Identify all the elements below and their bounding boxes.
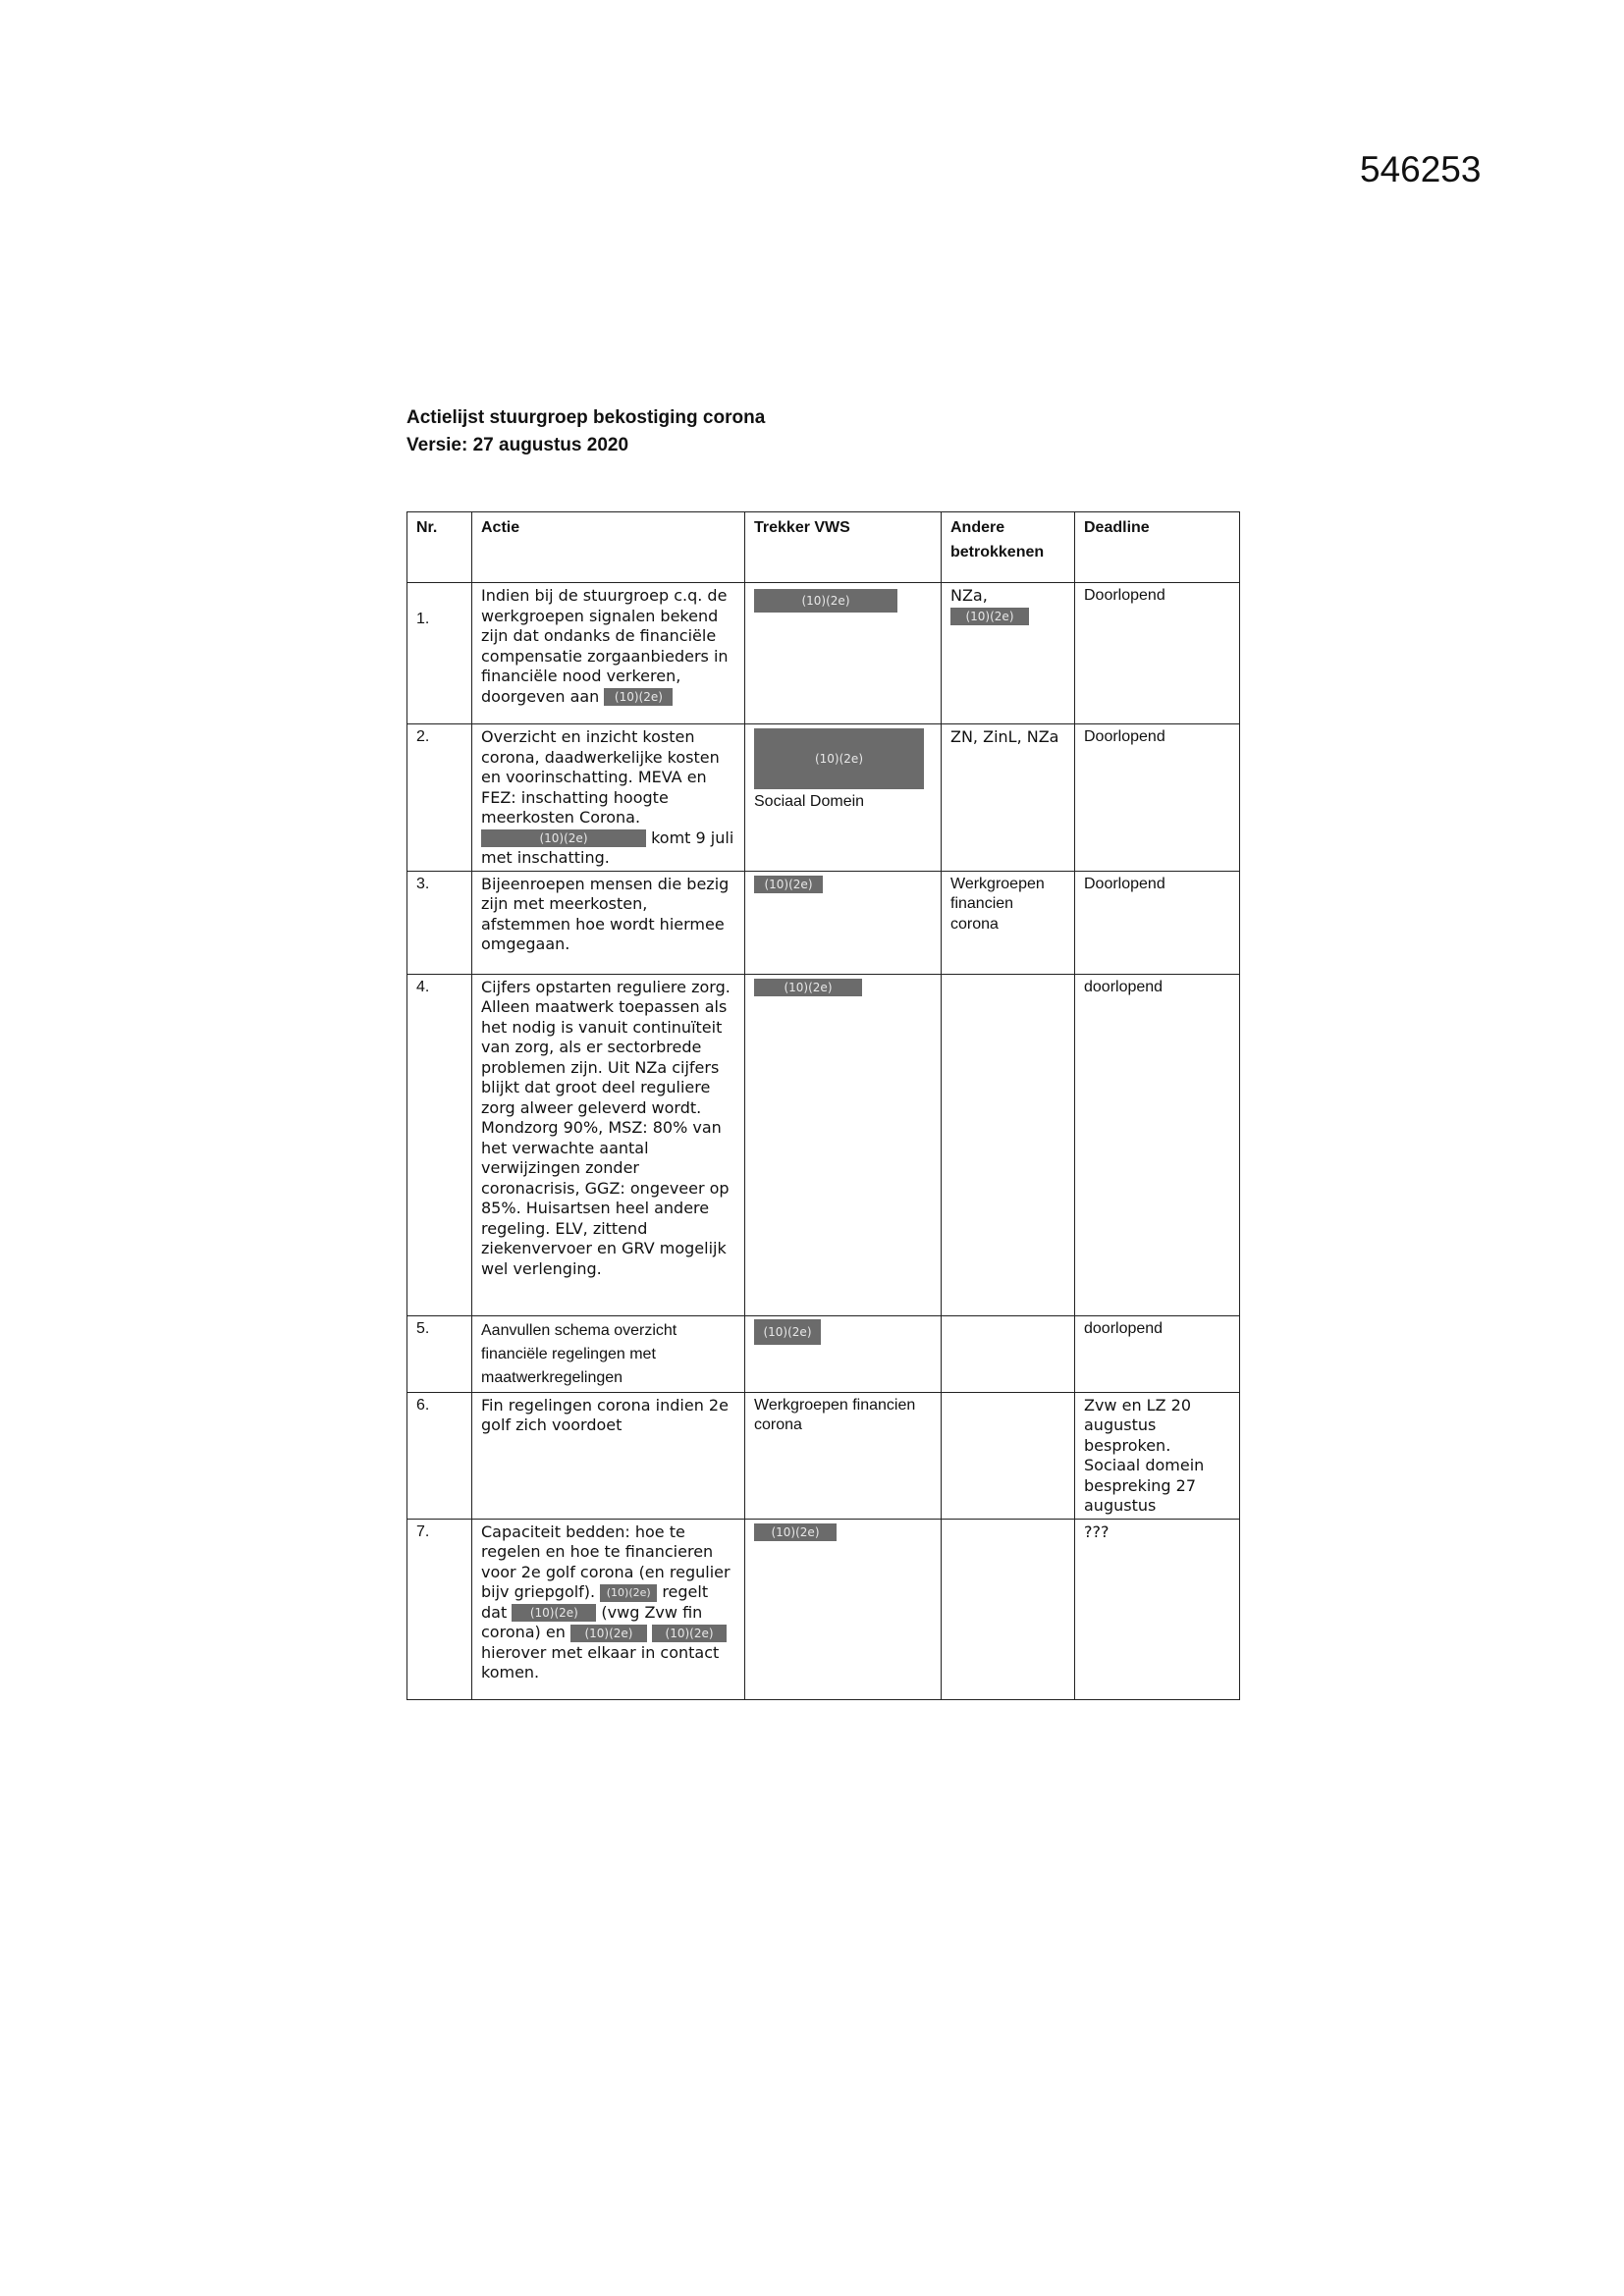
deadline-cell: Doorlopend: [1075, 724, 1240, 872]
row-number: 6.: [407, 1392, 472, 1519]
redaction-box: (10)(2e): [754, 979, 862, 996]
action-text: Overzicht en inzicht kosten corona, daadwerkelijke kosten en voorinschatting. MEVA en FEZ: inschatting hoogte meerkosten Corona.: [481, 727, 720, 827]
header-deadline: Deadline: [1075, 512, 1240, 583]
action-text: Capaciteit bedden: hoe te regelen en hoe te financieren voor 2e golf corona (en regulier bijv griepgolf).: [481, 1522, 731, 1601]
action-cell: Aanvullen schema overzicht financiële regelingen met maatwerkregelingen: [472, 1315, 745, 1392]
action-cell: Fin regelingen corona indien 2e golf zich voordoet: [472, 1392, 745, 1519]
table-row: [407, 1519, 1240, 1699]
redaction-box: (10)(2e): [481, 829, 646, 847]
table-row: [407, 724, 1240, 872]
row-number: 1.: [407, 583, 472, 724]
deadline-cell: Doorlopend: [1075, 871, 1240, 974]
header-actie: Actie: [472, 512, 745, 583]
deadline-cell: doorlopend: [1075, 1315, 1240, 1392]
redaction-box: (10)(2e): [754, 1319, 821, 1345]
redaction-box: (10)(2e): [600, 1584, 657, 1602]
andere-cell: [942, 1315, 1075, 1392]
action-cell: [472, 724, 745, 872]
table-row: [407, 974, 1240, 1315]
redaction-box: (10)(2e): [754, 589, 897, 613]
deadline-cell: Doorlopend: [1075, 583, 1240, 724]
trekker-cell: Werkgroepen financien corona: [745, 1392, 942, 1519]
action-text: regelt dat: [481, 1582, 709, 1622]
table-row: [407, 1315, 1240, 1392]
redaction-box: (10)(2e): [754, 876, 823, 893]
andere-cell: [942, 1392, 1075, 1519]
redaction-box: (10)(2e): [754, 728, 924, 789]
action-text: komt 9 juli met inschatting.: [481, 828, 734, 867]
action-cell: [472, 583, 745, 724]
row-number: 3.: [407, 871, 472, 974]
header-andere: Andere betrokkenen: [942, 512, 1075, 583]
action-cell: Cijfers opstarten reguliere zorg. Alleen maatwerk toepassen als het nodig is vanuit continuïteit van zorg, als er sectorbrede problemen zijn. Uit NZa cijfers blijkt dat groot deel reguliere zorg alweer geleverd wordt. Mondzorg 90%, MSZ: 80% van het verwachte aantal verwijzingen zonder coronacrisis, GGZ: ongeveer op 85%. Huisartsen heel andere regeling. ELV, zittend ziekenvervoer en GRV mogelijk wel verlenging.: [472, 974, 745, 1315]
row-number: 4.: [407, 974, 472, 1315]
redaction-box: (10)(2e): [754, 1523, 837, 1541]
trekker-cell: [745, 871, 942, 974]
deadline-cell: doorlopend: [1075, 974, 1240, 1315]
document-title-block: [406, 404, 765, 459]
document-version: Versie: 27 augustus 2020: [406, 435, 629, 455]
andere-cell: ZN, ZinL, NZa: [942, 724, 1075, 872]
trekker-cell: [745, 583, 942, 724]
table-row: [407, 871, 1240, 974]
action-text: Indien bij de stuurgroep c.q. de werkgroepen signalen bekend zijn dat ondanks de financiële compensatie zorgaanbieders in financiële nood verkeren, doorgeven aan: [481, 586, 729, 706]
action-cell: [472, 1519, 745, 1699]
action-cell: Bijeenroepen mensen die bezig zijn met meerkosten, afstemmen hoe wordt hiermee omgegaan.: [472, 871, 745, 974]
redaction-box: (10)(2e): [570, 1625, 647, 1642]
trekker-cell: [745, 974, 942, 1315]
table-row: [407, 1392, 1240, 1519]
trekker-text: Sociaal Domein: [754, 793, 865, 810]
andere-cell: Werkgroepen financien corona: [942, 871, 1075, 974]
redaction-box: (10)(2e): [512, 1604, 596, 1622]
trekker-cell: [745, 724, 942, 872]
andere-cell: NZa, (10)(2e): [942, 583, 1075, 724]
deadline-cell: Zvw en LZ 20 augustus besproken. Sociaal domein bespreking 27 augustus: [1075, 1392, 1240, 1519]
action-text: hierover met elkaar in contact komen.: [481, 1642, 720, 1682]
document-title: Actielijst stuurgroep bekostiging corona: [406, 407, 766, 428]
row-number: 5.: [407, 1315, 472, 1392]
trekker-cell: [745, 1519, 942, 1699]
table-header-row: [407, 512, 1240, 583]
header-nr: Nr.: [407, 512, 472, 583]
redaction-box: (10)(2e): [652, 1625, 727, 1642]
deadline-cell: ???: [1075, 1519, 1240, 1699]
redaction-box: (10)(2e): [604, 688, 673, 706]
row-number: 2.: [407, 724, 472, 872]
redaction-box: (10)(2e): [950, 608, 1029, 625]
row-number: 7.: [407, 1519, 472, 1699]
action-table: [406, 511, 1240, 1700]
table-row: [407, 583, 1240, 724]
document-number: 546253: [1360, 149, 1482, 189]
action-text: (vwg Zvw fin corona) en: [481, 1602, 703, 1641]
andere-cell: [942, 1519, 1075, 1699]
trekker-cell: [745, 1315, 942, 1392]
andere-cell: [942, 974, 1075, 1315]
header-trekker: Trekker VWS: [745, 512, 942, 583]
